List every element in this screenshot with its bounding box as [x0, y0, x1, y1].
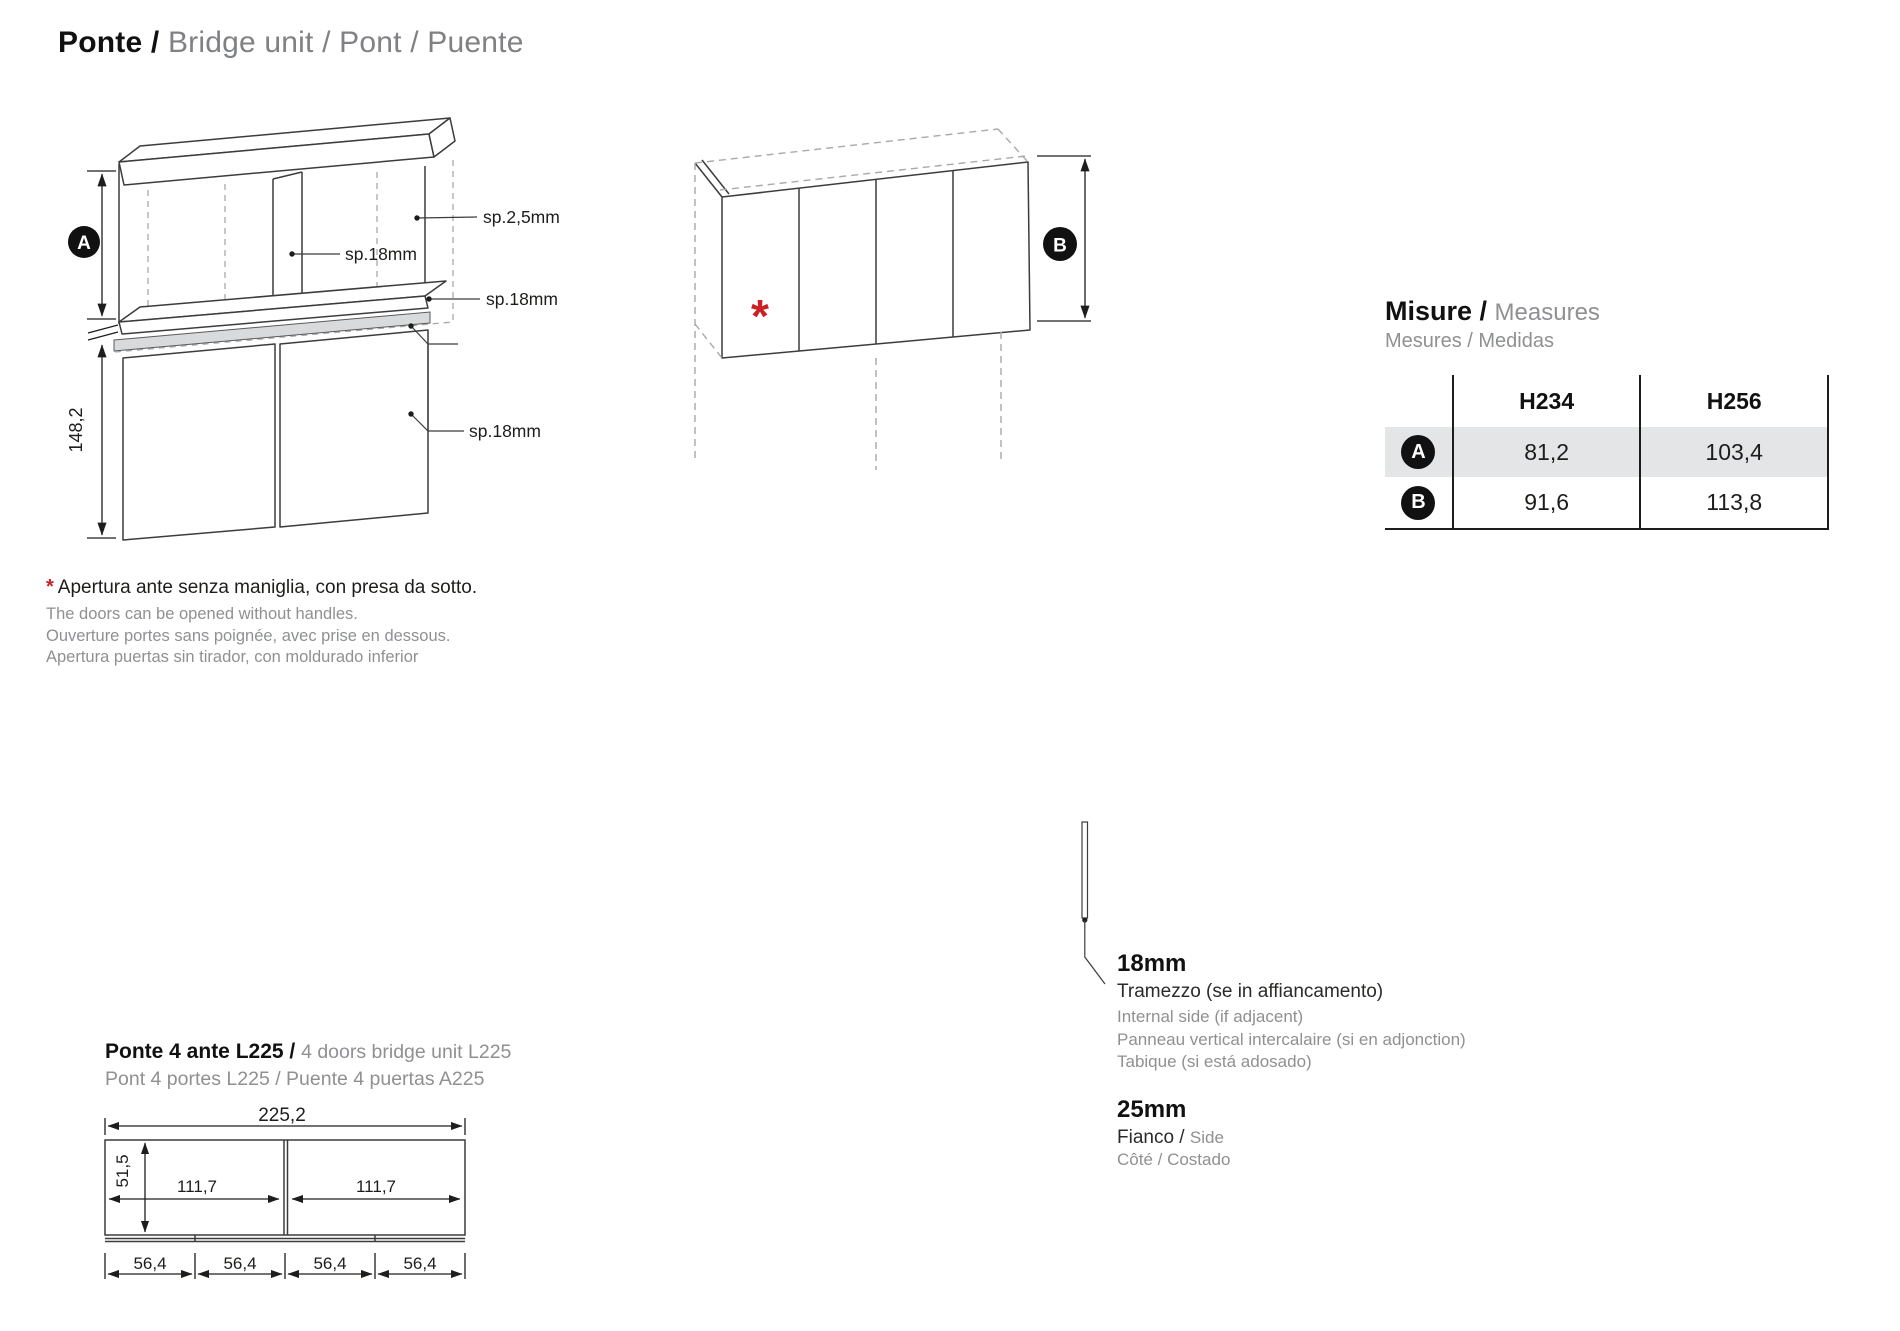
callout-divider-label: sp.18mm — [345, 244, 417, 264]
panel-25-it: Fianco / Side — [1117, 1126, 1224, 1148]
lower-doors — [123, 330, 428, 540]
page-title — [58, 26, 524, 60]
callout-back-panel-label: sp.2,5mm — [483, 207, 560, 227]
unit-front-view — [105, 1140, 465, 1242]
panel-18-en: Internal side (if adjacent) — [1117, 1007, 1304, 1026]
cabinet-outline — [119, 118, 455, 334]
value-a-h234: 81,2 — [1452, 427, 1640, 477]
panel-notes — [1117, 950, 1466, 1171]
svg-text:56,4: 56,4 — [133, 1254, 167, 1273]
door-right — [280, 330, 428, 527]
dim-total-width: 225,2 — [258, 1105, 306, 1126]
note-line-es: Apertura puertas sin tirador, con moldurado inferior — [46, 648, 419, 666]
note-line-en: The doors can be opened without handles. — [46, 605, 358, 623]
value-a-h256: 103,4 — [1639, 427, 1829, 477]
svg-text:56,4: 56,4 — [313, 1254, 347, 1273]
marker-A-letter: A — [77, 233, 91, 254]
svg-text:56,4: 56,4 — [223, 1254, 257, 1273]
column-header-h234: H234 — [1452, 375, 1640, 427]
header-spacer — [1385, 375, 1452, 427]
callout-door-label: sp.18mm — [469, 421, 541, 441]
dim-half-left: 111,7 — [176, 1177, 218, 1196]
table-row-b — [1385, 477, 1829, 528]
value-b-h256: 113,8 — [1639, 477, 1829, 528]
unit-heading — [105, 1040, 511, 1091]
handleless-asterisk: * — [751, 290, 769, 342]
measures-title: Misure / Measures — [1385, 296, 1600, 326]
panel-leader-line — [1085, 920, 1105, 984]
panel-18-es: Tabique (si está adosado) — [1117, 1052, 1312, 1071]
unit-title-translation: 4 doors bridge unit L225 — [301, 1041, 512, 1063]
callout-shelf-label: sp.18mm — [486, 289, 558, 309]
marker-A-badge — [68, 226, 100, 258]
measures-subtitle: Mesures / Medidas — [1385, 330, 1554, 352]
measures-header-row — [1385, 375, 1829, 427]
marker-B-badge — [1043, 227, 1077, 261]
column-header-h256: H256 — [1639, 375, 1829, 427]
row-a-badge: A — [1401, 435, 1435, 469]
panel-25-fr-es: Côté / Costado — [1117, 1149, 1231, 1169]
marker-B-letter: B — [1053, 235, 1067, 257]
svg-text:56,4: 56,4 — [403, 1254, 437, 1273]
unit-subtitle: Pont 4 portes L225 / Puente 4 puertas A225 — [105, 1068, 485, 1090]
dim-height-label: 51,5 — [113, 1154, 132, 1188]
page-title-bold: Ponte / — [58, 26, 160, 59]
row-b-badge: B — [1401, 486, 1435, 520]
table-row-a — [1385, 427, 1829, 477]
unit-dimension-drawing — [75, 1095, 505, 1305]
door-left — [123, 344, 275, 540]
value-b-h234: 91,6 — [1452, 477, 1640, 528]
measures-table — [1385, 375, 1829, 530]
unit-title-bold: Ponte 4 ante L225 / — [105, 1040, 296, 1063]
handleless-note — [46, 576, 606, 669]
panel-25-size: 25mm — [1117, 1095, 1187, 1123]
measures-section — [1385, 296, 1829, 515]
panel-18-block — [1117, 950, 1466, 1074]
panel-18-it: Tramezzo (se in affiancamento) — [1117, 981, 1384, 1002]
panel-18-size: 18mm — [1117, 950, 1187, 977]
dim-148-label: 148,2 — [66, 407, 86, 453]
dimension-A — [87, 171, 118, 538]
note-line-it: * Apertura ante senza maniglia, con presa da sotto. — [46, 576, 478, 598]
dim-half-right: 111,7 — [355, 1177, 397, 1196]
note-asterisk: * — [46, 576, 54, 598]
panel-25-en: Side — [1189, 1127, 1224, 1147]
page-title-translations: Bridge unit / Pont / Puente — [167, 26, 524, 59]
center-divider — [273, 172, 302, 313]
panel-25-block — [1117, 1096, 1466, 1172]
bridge-unit-front — [695, 160, 1030, 358]
panel-18-fr: Panneau vertical intercalaire (si en adjonction) — [1117, 1029, 1466, 1049]
panel-edge — [1082, 822, 1088, 918]
left-diagram — [40, 100, 600, 570]
middle-diagram — [560, 110, 1120, 480]
note-line-fr: Ouverture portes sans poignée, avec prise en dessous. — [46, 626, 451, 645]
